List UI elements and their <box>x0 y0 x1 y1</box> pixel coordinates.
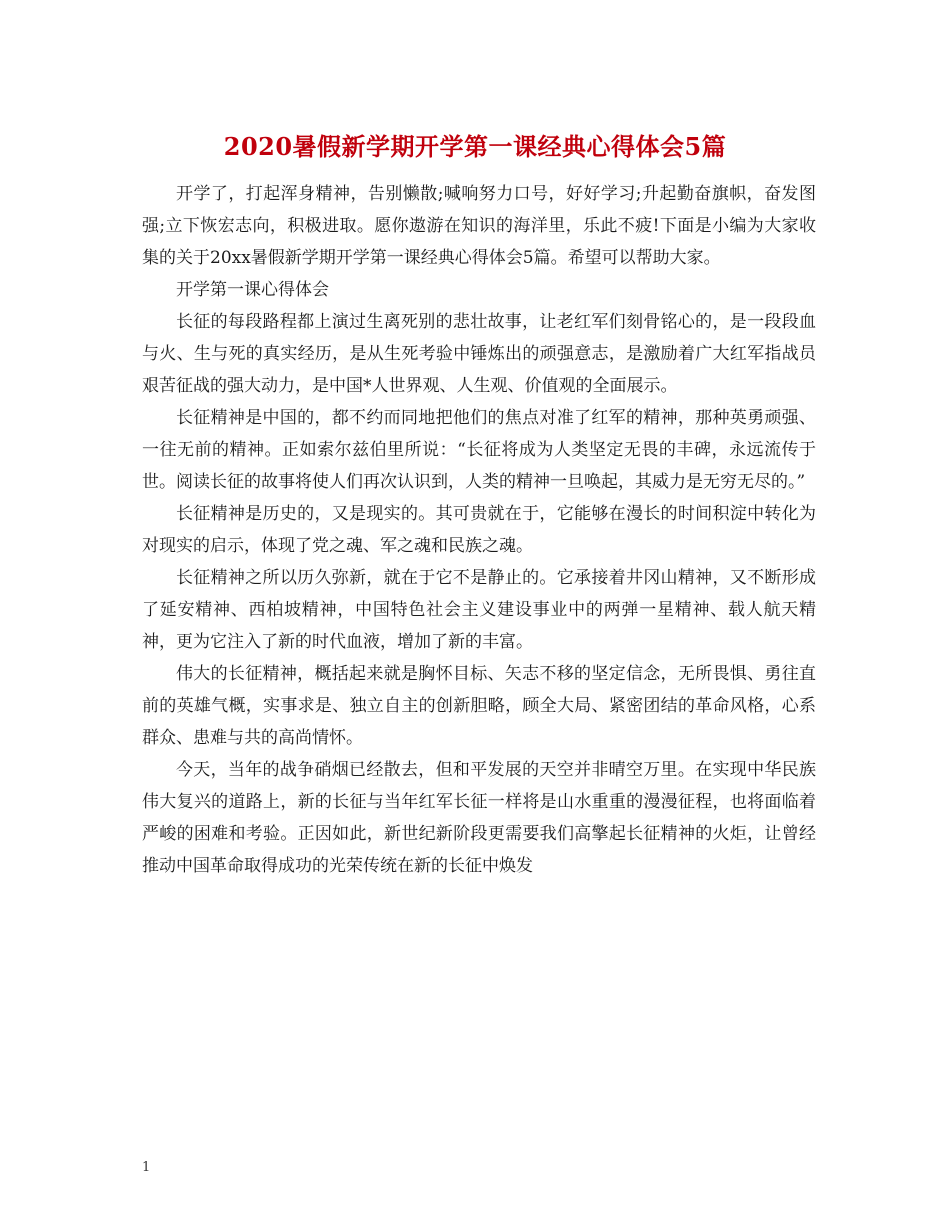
document-body <box>142 178 816 882</box>
intro-paragraph: 开学了，打起浑身精神，告别懒散;喊响努力口号，好好学习;升起勤奋旗帜，奋发图强;立下恢宏志向，积极进取。愿你遨游在知识的海洋里，乐此不疲!下面是小编为大家收集的关于20xx暑假新学期开学第一课经典心得体会5篇。希望可以帮助大家。 <box>142 184 816 268</box>
body-paragraph: 今天，当年的战争硝烟已经散去，但和平发展的天空并非晴空万里。在实现中华民族伟大复兴的道路上，新的长征与当年红军长征一样将是山水重重的漫漫征程，也将面临着严峻的困难和考验。正因如此，新世纪新阶段更需要我们高擎起长征精神的火炬，让曾经推动中国革命取得成功的光荣传统在新的长征中焕发 <box>142 760 816 876</box>
body-paragraph: 长征精神是历史的，又是现实的。其可贵就在于，它能够在漫长的时间积淀中转化为对现实的启示，体现了党之魂、军之魂和民族之魂。 <box>142 504 816 556</box>
body-paragraph: 长征精神是中国的，都不约而同地把他们的焦点对准了红军的精神，那种英勇顽强、一往无前的精神。正如索尔兹伯里所说：“长征将成为人类坚定无畏的丰碑，永远流传于世。阅读长征的故事将使人们再次认识到，人类的精神一旦唤起，其威力是无穷无尽的。” <box>142 408 816 492</box>
section-heading: 开学第一课心得体会 <box>176 280 329 300</box>
body-paragraph: 长征精神之所以历久弥新，就在于它不是静止的。它承接着井冈山精神，又不断形成了延安精神、西柏坡精神，中国特色社会主义建设事业中的两弹一星精神、载人航天精神，更为它注入了新的时代血液，增加了新的丰富。 <box>142 568 816 652</box>
body-paragraph: 伟大的长征精神，概括起来就是胸怀目标、矢志不移的坚定信念，无所畏惧、勇往直前的英雄气概，实事求是、独立自主的创新胆略，顾全大局、紧密团结的革命风格，心系群众、患难与共的高尚情怀。 <box>142 664 816 748</box>
page-number: 1 <box>142 1160 151 1175</box>
body-paragraph: 长征的每段路程都上演过生离死别的悲壮故事，让老红军们刻骨铭心的，是一段段血与火、生与死的真实经历，是从生死考验中锤炼出的顽强意志，是激励着广大红军指战员艰苦征战的强大动力，是中国*人世界观、人生观、价值观的全面展示。 <box>142 312 816 396</box>
document-title: 2020暑假新学期开学第一课经典心得体会5篇 <box>223 132 727 161</box>
